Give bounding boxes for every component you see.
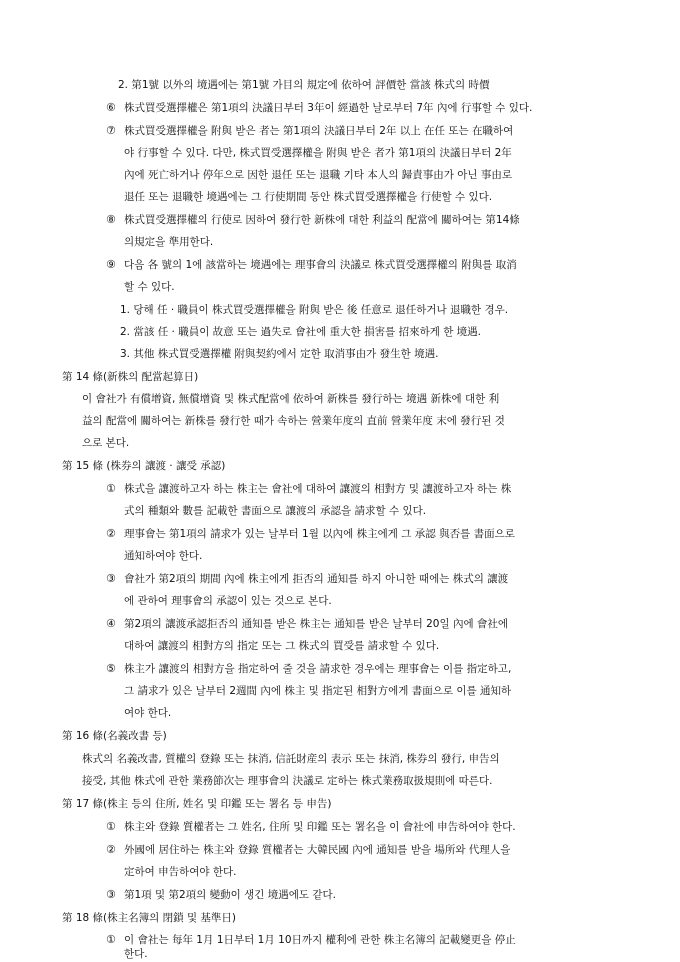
text-line: 1. 당해 任 · 職員이 株式買受選擇權을 附與 받은 後 任意로 退任하거나 退職한 경우. [120, 304, 509, 316]
clause-number: ⑦ [106, 124, 116, 137]
clause-number: ① [106, 933, 116, 946]
text-line: 第1項 및 第2項의 變動이 생긴 境遇에도 같다. [124, 889, 337, 901]
text-line: 株主와 登錄 質權者는 그 姓名, 住所 및 印鑑 또는 署名을 이 會社에 申告하여야 한다. [124, 821, 516, 833]
clause-number: ① [106, 820, 116, 833]
clause-number: ④ [106, 617, 116, 630]
text-line: 그 請求가 있은 날부터 2週間 內에 株主 및 指定된 相對方에게 書面으로 이를 通知하 [124, 685, 512, 697]
clause-number: ⑥ [106, 101, 116, 114]
clause-number: ⑨ [106, 258, 116, 271]
clause-number: ⑧ [106, 213, 116, 226]
text-line: 의規定을 準用한다. [124, 236, 214, 248]
text-line: 3. 其他 株式買受選擇權 附與契約에서 定한 取消事由가 發生한 境遇. [120, 348, 439, 360]
text-line: 株式買受選擇權의 行使로 因하여 發行한 新株에 대한 利益의 配當에 關하여는 第14條 [124, 214, 520, 226]
text-line: 接受, 其他 株式에 관한 業務節次는 理事會의 決議로 定하는 株式業務取扱規則에 따른다. [82, 775, 493, 787]
clause-number: ② [106, 843, 116, 856]
text-line: 이 會社는 每年 1月 1日부터 1月 10日까지 權利에 관한 株主名簿의 記載變更을 停止 [124, 934, 516, 946]
text-line: 會社가 第2項의 期間 內에 株主에게 拒否의 通知를 하지 아니한 때에는 株式의 讓渡 [124, 573, 509, 585]
text-line: 할 수 있다. [124, 281, 175, 293]
article-heading: 第 15 條 (株券의 讓渡 · 讓受 承認) [62, 460, 226, 472]
text-line: 定하여 申告하여야 한다. [124, 866, 237, 878]
clause-number: ③ [106, 888, 116, 901]
text-line: 通知하여야 한다. [124, 550, 203, 562]
text-line: 2. 第1號 以外의 境遇에는 第1號 가目의 規定에 依하여 評價한 當該 株式의 時價 [118, 79, 490, 91]
text-line: 內에 死亡하거나 停年으로 因한 退任 또는 退職 기타 本人의 歸責事由가 아닌 事由로 [124, 169, 513, 181]
clause-number: ① [106, 482, 116, 495]
article-heading: 第 16 條(名義改書 등) [62, 730, 167, 742]
text-line: 第2項의 讓渡承認拒否의 通知를 받은 株主는 通知를 받은 날부터 20일 內에 會社에 [124, 618, 509, 630]
article-heading: 第 17 條(株主 등의 住所, 姓名 및 印鑑 또는 署名 등 申告) [62, 798, 332, 810]
text-line: 株式의 名義改書, 質權의 登錄 또는 抹消, 信託財産의 表示 또는 抹消, 株券의 發行, 申告의 [82, 753, 500, 765]
text-line: 여야 한다. [124, 707, 172, 719]
text-line: 株主가 讓渡의 相對方을 指定하여 줄 것을 請求한 경우에는 理事會는 이를 指定하고, [124, 663, 512, 675]
text-line: 外國에 居住하는 株主와 登錄 質權者는 大韓民國 內에 通知를 받을 場所와 代理人을 [124, 844, 511, 856]
text-line: 다음 各 號의 1에 該當하는 境遇에는 理事會의 決議로 株式買受選擇權의 附與를 取消 [124, 259, 517, 271]
text-line: 으로 본다. [82, 437, 130, 449]
text-line: 株式買受選擇權을 附與 받은 者는 第1項의 決議日부터 2年 以上 在任 또는 在職하여 [124, 125, 514, 137]
clause-number: ⑤ [106, 662, 116, 675]
text-line: 株式을 讓渡하고자 하는 株主는 會社에 대하여 讓渡의 相對方 및 讓渡하고자 하는 株 [124, 483, 512, 495]
text-line: 대하여 讓渡의 相對方의 指定 또는 그 株式의 買受를 請求할 수 있다. [124, 640, 440, 652]
text-line: 에 관하여 理事會의 承認이 있는 것으로 본다. [124, 595, 332, 607]
text-line: 한다. [124, 948, 148, 960]
text-line: 株式買受選擇權은 第1項의 決議日부터 3年이 經過한 날로부터 7年 內에 行事할 수 있다. [124, 102, 533, 114]
text-line: 理事會는 第1項의 請求가 있는 날부터 1월 以內에 株主에게 그 承認 與否를 書面으로 [124, 528, 515, 540]
article-heading: 第 14 條(新株의 配當起算日) [62, 371, 199, 383]
text-line: 야 行事할 수 있다. 다만, 株式買受選擇權을 附與 받은 者가 第1項의 決議日부터 2年 [124, 147, 512, 159]
text-line: 退任 또는 退職한 境遇에는 그 行使期間 동안 株式買受選擇權을 行使할 수 있다. [124, 191, 493, 203]
text-line: 2. 當該 任 · 職員이 故意 또는 過失로 會社에 重大한 損害를 招來하게 한 境遇. [120, 326, 482, 338]
article-heading: 第 18 條(株主名簿의 閉鎖 및 基準日) [62, 912, 237, 924]
clause-number: ③ [106, 572, 116, 585]
text-line: 이 會社가 有償增資, 無償增資 및 株式配當에 依하여 新株를 發行하는 境遇 新株에 대한 利 [82, 393, 500, 405]
text-line: 益의 配當에 關하여는 新株를 發行한 때가 속하는 營業年度의 直前 營業年度 末에 發行된 것 [82, 415, 505, 427]
text-line: 式의 種類와 數를 記載한 書面으로 讓渡의 承認을 請求할 수 있다. [124, 505, 427, 517]
clause-number: ② [106, 527, 116, 540]
